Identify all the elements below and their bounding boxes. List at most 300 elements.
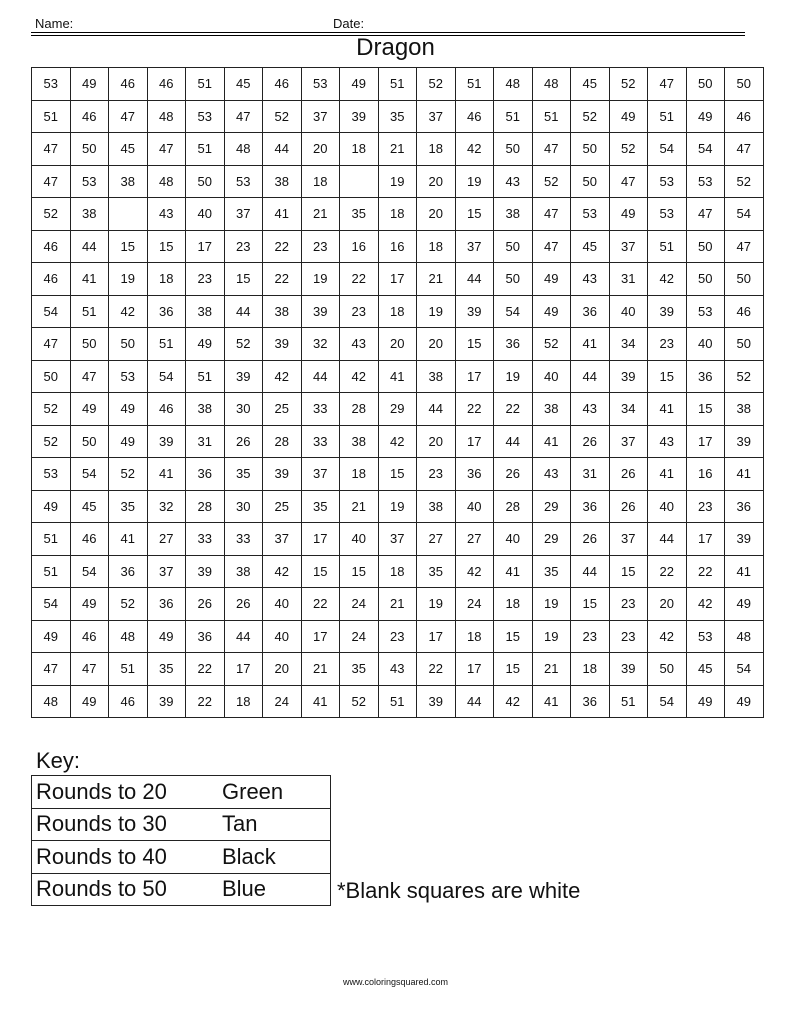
grid-cell[interactable]: 47 [70,360,109,393]
grid-cell[interactable]: 40 [186,198,225,231]
grid-cell[interactable]: 36 [571,490,610,523]
grid-cell[interactable]: 42 [494,685,533,718]
grid-cell[interactable]: 51 [648,230,687,263]
grid-cell[interactable]: 47 [532,198,571,231]
grid-cell[interactable]: 46 [109,685,148,718]
grid-cell[interactable]: 19 [494,360,533,393]
grid-cell[interactable]: 53 [571,198,610,231]
grid-cell[interactable]: 48 [32,685,71,718]
grid-cell[interactable]: 47 [32,653,71,686]
grid-cell[interactable]: 19 [378,165,417,198]
grid-cell[interactable]: 52 [417,68,456,101]
grid-cell[interactable]: 44 [455,263,494,296]
grid-cell[interactable]: 52 [532,165,571,198]
grid-cell[interactable]: 54 [70,555,109,588]
grid-cell[interactable]: 41 [725,555,764,588]
grid-cell[interactable]: 50 [494,263,533,296]
grid-cell[interactable]: 49 [686,685,725,718]
grid-cell[interactable]: 21 [340,490,379,523]
grid-cell[interactable]: 53 [686,165,725,198]
grid-cell[interactable]: 24 [340,588,379,621]
grid-cell[interactable]: 43 [494,165,533,198]
grid-cell[interactable]: 53 [186,100,225,133]
grid-cell[interactable]: 17 [224,653,263,686]
grid-cell[interactable]: 42 [109,295,148,328]
grid-cell[interactable]: 41 [532,685,571,718]
grid-cell[interactable]: 39 [224,360,263,393]
grid-cell[interactable]: 46 [147,68,186,101]
grid-cell[interactable]: 37 [263,523,302,556]
grid-cell[interactable]: 20 [417,165,456,198]
grid-cell[interactable]: 49 [532,263,571,296]
grid-cell[interactable]: 52 [609,68,648,101]
grid-cell[interactable]: 37 [609,425,648,458]
grid-cell[interactable]: 41 [494,555,533,588]
grid-cell[interactable]: 22 [263,263,302,296]
grid-cell[interactable]: 37 [417,100,456,133]
grid-cell[interactable]: 50 [686,230,725,263]
grid-cell[interactable]: 17 [301,523,340,556]
grid-cell[interactable]: 50 [494,133,533,166]
grid-cell[interactable]: 52 [571,100,610,133]
grid-cell[interactable]: 49 [70,685,109,718]
grid-cell[interactable]: 15 [109,230,148,263]
grid-cell[interactable]: 35 [224,458,263,491]
grid-cell[interactable]: 35 [147,653,186,686]
grid-cell[interactable]: 41 [147,458,186,491]
grid-cell[interactable]: 43 [648,425,687,458]
grid-cell[interactable]: 39 [186,555,225,588]
grid-cell[interactable]: 38 [417,360,456,393]
grid-cell[interactable]: 24 [340,620,379,653]
grid-cell[interactable]: 17 [455,653,494,686]
grid-cell[interactable]: 18 [494,588,533,621]
grid-cell[interactable]: 22 [455,393,494,426]
grid-cell[interactable]: 20 [263,653,302,686]
grid-cell[interactable]: 30 [224,490,263,523]
grid-cell[interactable]: 38 [109,165,148,198]
grid-cell[interactable]: 18 [224,685,263,718]
grid-cell[interactable]: 42 [378,425,417,458]
grid-cell[interactable]: 41 [648,393,687,426]
grid-cell[interactable]: 36 [109,555,148,588]
grid-cell[interactable]: 44 [571,555,610,588]
grid-cell[interactable]: 18 [455,620,494,653]
grid-cell[interactable]: 40 [455,490,494,523]
grid-cell[interactable]: 45 [571,230,610,263]
grid-cell[interactable]: 29 [532,523,571,556]
grid-cell[interactable]: 15 [378,458,417,491]
grid-cell[interactable]: 20 [417,328,456,361]
grid-cell[interactable]: 51 [32,100,71,133]
grid-cell[interactable]: 48 [532,68,571,101]
grid-cell[interactable]: 22 [301,588,340,621]
grid-cell[interactable]: 46 [109,68,148,101]
grid-cell[interactable]: 51 [455,68,494,101]
grid-cell[interactable]: 24 [263,685,302,718]
grid-cell[interactable]: 19 [532,588,571,621]
grid-cell[interactable]: 39 [417,685,456,718]
grid-cell[interactable]: 46 [32,230,71,263]
grid-cell[interactable]: 41 [378,360,417,393]
grid-cell[interactable]: 50 [648,653,687,686]
grid-cell[interactable]: 20 [648,588,687,621]
grid-cell[interactable]: 48 [109,620,148,653]
grid-cell[interactable]: 26 [571,425,610,458]
grid-cell[interactable]: 35 [340,653,379,686]
grid-cell[interactable]: 23 [609,588,648,621]
grid-cell[interactable]: 35 [378,100,417,133]
grid-cell[interactable]: 36 [725,490,764,523]
grid-cell[interactable] [340,165,379,198]
grid-cell[interactable]: 17 [417,620,456,653]
grid-cell[interactable]: 54 [32,295,71,328]
grid-cell[interactable]: 40 [263,620,302,653]
grid-cell[interactable]: 38 [186,393,225,426]
grid-cell[interactable]: 47 [32,133,71,166]
grid-cell[interactable]: 47 [532,230,571,263]
grid-cell[interactable]: 38 [186,295,225,328]
grid-cell[interactable]: 51 [109,653,148,686]
grid-cell[interactable]: 15 [686,393,725,426]
grid-cell[interactable]: 23 [609,620,648,653]
grid-cell[interactable]: 36 [147,295,186,328]
grid-cell[interactable]: 15 [494,620,533,653]
grid-cell[interactable]: 33 [301,425,340,458]
grid-cell[interactable]: 47 [648,68,687,101]
grid-cell[interactable]: 49 [147,620,186,653]
grid-cell[interactable]: 47 [109,100,148,133]
grid-cell[interactable]: 48 [224,133,263,166]
grid-cell[interactable]: 37 [147,555,186,588]
grid-cell[interactable]: 19 [109,263,148,296]
grid-cell[interactable]: 39 [609,653,648,686]
grid-cell[interactable]: 40 [609,295,648,328]
grid-cell[interactable]: 44 [648,523,687,556]
grid-cell[interactable]: 47 [532,133,571,166]
grid-cell[interactable]: 21 [378,588,417,621]
grid-cell[interactable]: 15 [224,263,263,296]
grid-cell[interactable]: 46 [32,263,71,296]
grid-cell[interactable]: 50 [725,68,764,101]
grid-cell[interactable]: 17 [455,360,494,393]
grid-cell[interactable]: 35 [417,555,456,588]
grid-cell[interactable]: 38 [532,393,571,426]
grid-cell[interactable]: 38 [725,393,764,426]
grid-cell[interactable]: 49 [725,685,764,718]
grid-cell[interactable]: 50 [70,133,109,166]
grid-cell[interactable]: 41 [571,328,610,361]
grid-cell[interactable]: 26 [609,458,648,491]
grid-cell[interactable]: 28 [263,425,302,458]
grid-cell[interactable] [109,198,148,231]
grid-cell[interactable]: 22 [648,555,687,588]
grid-cell[interactable]: 46 [70,620,109,653]
grid-cell[interactable]: 17 [686,523,725,556]
grid-cell[interactable]: 39 [455,295,494,328]
grid-cell[interactable]: 52 [32,393,71,426]
grid-cell[interactable]: 34 [609,393,648,426]
grid-cell[interactable]: 51 [186,360,225,393]
grid-cell[interactable]: 26 [224,425,263,458]
grid-cell[interactable]: 47 [147,133,186,166]
grid-cell[interactable]: 53 [648,198,687,231]
grid-cell[interactable]: 40 [263,588,302,621]
grid-cell[interactable]: 36 [186,620,225,653]
grid-cell[interactable]: 47 [224,100,263,133]
grid-cell[interactable]: 38 [340,425,379,458]
grid-cell[interactable]: 19 [532,620,571,653]
grid-cell[interactable]: 18 [378,295,417,328]
grid-cell[interactable]: 17 [378,263,417,296]
grid-cell[interactable]: 51 [32,555,71,588]
grid-cell[interactable]: 15 [455,198,494,231]
grid-cell[interactable]: 46 [455,100,494,133]
grid-cell[interactable]: 52 [109,588,148,621]
grid-cell[interactable]: 51 [378,685,417,718]
grid-cell[interactable]: 43 [378,653,417,686]
grid-cell[interactable]: 44 [70,230,109,263]
grid-cell[interactable]: 41 [725,458,764,491]
grid-cell[interactable]: 21 [417,263,456,296]
grid-cell[interactable]: 51 [70,295,109,328]
grid-cell[interactable]: 53 [301,68,340,101]
grid-cell[interactable]: 39 [263,328,302,361]
grid-cell[interactable]: 37 [455,230,494,263]
grid-cell[interactable]: 53 [109,360,148,393]
grid-cell[interactable]: 35 [340,198,379,231]
grid-cell[interactable]: 52 [32,425,71,458]
grid-cell[interactable]: 54 [32,588,71,621]
grid-cell[interactable]: 51 [494,100,533,133]
grid-cell[interactable]: 37 [301,100,340,133]
grid-cell[interactable]: 50 [70,425,109,458]
grid-cell[interactable]: 33 [301,393,340,426]
grid-cell[interactable]: 21 [301,653,340,686]
grid-cell[interactable]: 53 [648,165,687,198]
grid-cell[interactable]: 50 [686,263,725,296]
grid-cell[interactable]: 42 [686,588,725,621]
grid-cell[interactable]: 23 [186,263,225,296]
grid-cell[interactable]: 23 [378,620,417,653]
grid-cell[interactable]: 40 [532,360,571,393]
grid-cell[interactable]: 47 [686,198,725,231]
grid-cell[interactable]: 15 [609,555,648,588]
grid-cell[interactable]: 42 [648,263,687,296]
grid-cell[interactable]: 54 [648,685,687,718]
grid-cell[interactable]: 35 [532,555,571,588]
grid-cell[interactable]: 19 [417,295,456,328]
grid-cell[interactable]: 36 [455,458,494,491]
grid-cell[interactable]: 46 [70,523,109,556]
grid-cell[interactable]: 43 [532,458,571,491]
grid-cell[interactable]: 37 [609,230,648,263]
grid-cell[interactable]: 41 [109,523,148,556]
grid-cell[interactable]: 37 [609,523,648,556]
grid-cell[interactable]: 23 [571,620,610,653]
grid-cell[interactable]: 32 [147,490,186,523]
grid-cell[interactable]: 16 [378,230,417,263]
grid-cell[interactable]: 49 [340,68,379,101]
grid-cell[interactable]: 44 [263,133,302,166]
grid-cell[interactable]: 44 [455,685,494,718]
grid-cell[interactable]: 23 [417,458,456,491]
grid-cell[interactable]: 52 [32,198,71,231]
grid-cell[interactable]: 41 [301,685,340,718]
grid-cell[interactable]: 51 [32,523,71,556]
grid-cell[interactable]: 44 [417,393,456,426]
grid-cell[interactable]: 39 [301,295,340,328]
grid-cell[interactable]: 48 [147,165,186,198]
grid-cell[interactable]: 41 [648,458,687,491]
grid-cell[interactable]: 15 [571,588,610,621]
grid-cell[interactable]: 52 [609,133,648,166]
grid-cell[interactable]: 52 [532,328,571,361]
grid-cell[interactable]: 20 [417,425,456,458]
grid-cell[interactable]: 50 [725,328,764,361]
grid-cell[interactable]: 27 [147,523,186,556]
grid-cell[interactable]: 38 [224,555,263,588]
grid-cell[interactable]: 50 [109,328,148,361]
grid-cell[interactable]: 52 [725,360,764,393]
grid-cell[interactable]: 36 [686,360,725,393]
grid-cell[interactable]: 22 [686,555,725,588]
grid-cell[interactable]: 45 [109,133,148,166]
grid-cell[interactable]: 23 [301,230,340,263]
grid-cell[interactable]: 53 [32,68,71,101]
grid-cell[interactable]: 31 [571,458,610,491]
grid-cell[interactable]: 36 [571,685,610,718]
grid-cell[interactable]: 46 [725,100,764,133]
grid-cell[interactable]: 51 [648,100,687,133]
grid-cell[interactable]: 50 [70,328,109,361]
grid-cell[interactable]: 41 [532,425,571,458]
grid-cell[interactable]: 51 [609,685,648,718]
grid-cell[interactable]: 37 [301,458,340,491]
grid-cell[interactable]: 17 [186,230,225,263]
grid-cell[interactable]: 44 [224,295,263,328]
grid-cell[interactable]: 51 [378,68,417,101]
grid-cell[interactable]: 43 [147,198,186,231]
grid-cell[interactable]: 21 [532,653,571,686]
grid-cell[interactable]: 23 [340,295,379,328]
grid-cell[interactable]: 49 [609,198,648,231]
grid-cell[interactable]: 35 [109,490,148,523]
grid-cell[interactable]: 50 [32,360,71,393]
grid-cell[interactable]: 44 [301,360,340,393]
grid-cell[interactable]: 46 [725,295,764,328]
grid-cell[interactable]: 51 [186,68,225,101]
grid-cell[interactable]: 41 [263,198,302,231]
grid-cell[interactable]: 53 [70,165,109,198]
grid-cell[interactable]: 36 [147,588,186,621]
grid-cell[interactable]: 48 [147,100,186,133]
grid-cell[interactable]: 34 [609,328,648,361]
grid-cell[interactable]: 49 [32,490,71,523]
grid-cell[interactable]: 42 [263,555,302,588]
grid-cell[interactable]: 27 [417,523,456,556]
grid-cell[interactable]: 48 [494,68,533,101]
grid-cell[interactable]: 16 [340,230,379,263]
grid-cell[interactable]: 19 [417,588,456,621]
grid-cell[interactable]: 15 [147,230,186,263]
grid-cell[interactable]: 18 [301,165,340,198]
grid-cell[interactable]: 49 [725,588,764,621]
grid-cell[interactable]: 54 [725,198,764,231]
grid-cell[interactable]: 45 [70,490,109,523]
grid-cell[interactable]: 31 [186,425,225,458]
grid-cell[interactable]: 51 [147,328,186,361]
grid-cell[interactable]: 50 [186,165,225,198]
grid-cell[interactable]: 15 [494,653,533,686]
grid-cell[interactable]: 40 [648,490,687,523]
grid-cell[interactable]: 19 [301,263,340,296]
grid-cell[interactable]: 18 [378,198,417,231]
grid-cell[interactable]: 39 [340,100,379,133]
grid-cell[interactable]: 37 [224,198,263,231]
grid-cell[interactable]: 39 [648,295,687,328]
grid-cell[interactable]: 42 [648,620,687,653]
grid-cell[interactable]: 44 [224,620,263,653]
grid-cell[interactable]: 53 [686,620,725,653]
grid-cell[interactable]: 26 [494,458,533,491]
grid-cell[interactable]: 23 [224,230,263,263]
grid-cell[interactable]: 54 [686,133,725,166]
grid-cell[interactable]: 54 [70,458,109,491]
grid-cell[interactable]: 39 [725,523,764,556]
grid-cell[interactable]: 49 [70,68,109,101]
grid-cell[interactable]: 32 [301,328,340,361]
grid-cell[interactable]: 21 [378,133,417,166]
grid-cell[interactable]: 18 [340,133,379,166]
grid-cell[interactable]: 51 [186,133,225,166]
grid-cell[interactable]: 26 [609,490,648,523]
grid-cell[interactable]: 33 [186,523,225,556]
grid-cell[interactable]: 46 [263,68,302,101]
grid-cell[interactable]: 18 [417,133,456,166]
grid-cell[interactable]: 20 [301,133,340,166]
grid-cell[interactable]: 42 [263,360,302,393]
grid-cell[interactable]: 54 [725,653,764,686]
grid-cell[interactable]: 50 [686,68,725,101]
grid-cell[interactable]: 15 [340,555,379,588]
grid-cell[interactable]: 43 [571,263,610,296]
grid-cell[interactable]: 26 [224,588,263,621]
grid-cell[interactable]: 36 [494,328,533,361]
grid-cell[interactable]: 39 [263,458,302,491]
grid-cell[interactable]: 22 [417,653,456,686]
grid-cell[interactable]: 45 [686,653,725,686]
grid-cell[interactable]: 38 [70,198,109,231]
grid-cell[interactable]: 23 [648,328,687,361]
grid-cell[interactable]: 22 [186,653,225,686]
grid-cell[interactable]: 43 [340,328,379,361]
grid-cell[interactable]: 22 [186,685,225,718]
grid-cell[interactable]: 29 [532,490,571,523]
grid-cell[interactable]: 43 [571,393,610,426]
grid-cell[interactable]: 31 [609,263,648,296]
grid-cell[interactable]: 25 [263,490,302,523]
grid-cell[interactable]: 19 [378,490,417,523]
grid-cell[interactable]: 39 [725,425,764,458]
grid-cell[interactable]: 18 [378,555,417,588]
grid-cell[interactable]: 35 [301,490,340,523]
grid-cell[interactable]: 42 [340,360,379,393]
grid-cell[interactable]: 49 [686,100,725,133]
grid-cell[interactable]: 41 [70,263,109,296]
grid-cell[interactable]: 47 [609,165,648,198]
grid-cell[interactable]: 46 [70,100,109,133]
